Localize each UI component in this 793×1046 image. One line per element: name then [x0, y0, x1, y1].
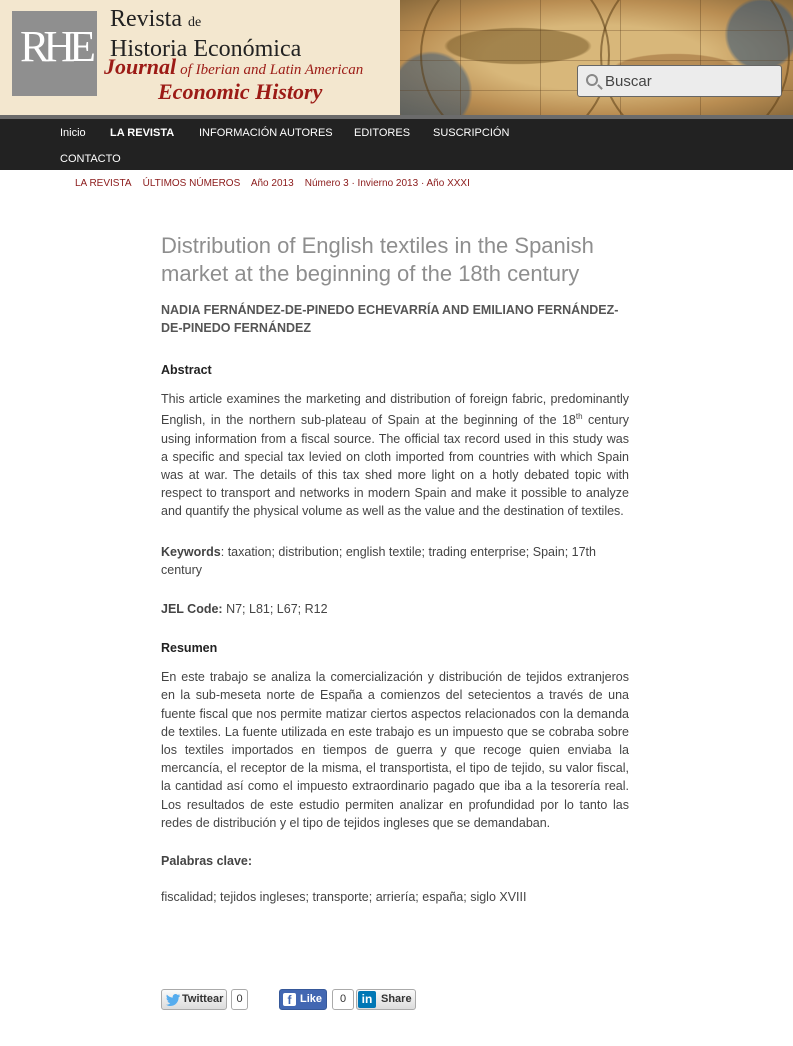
breadcrumb [75, 178, 470, 189]
facebook-like-button[interactable] [279, 989, 327, 1010]
search-input[interactable] [605, 70, 775, 92]
search-icon [586, 74, 598, 86]
title-es-word-revista: Revista [110, 6, 182, 32]
keywords-value: : taxation; distribution; english textile; trading enterprise; Spain; 17th century [161, 544, 596, 577]
title-es-line2: Historia Económica [110, 36, 302, 62]
twitter-tweet-button[interactable] [161, 989, 227, 1010]
title-en-journal: Journal [104, 54, 177, 79]
facebook-icon: f [283, 993, 296, 1006]
world-map-background [400, 0, 793, 115]
linkedin-share-button[interactable] [356, 989, 416, 1010]
abstract-superscript: th [575, 412, 583, 422]
palabras-clave-heading: Palabras clave: [161, 854, 253, 869]
linkedin-icon: in [358, 991, 376, 1008]
linkedin-button-label: Share [381, 993, 412, 1005]
site-header [0, 0, 793, 115]
nav-item-contacto[interactable]: CONTACTO [60, 153, 121, 165]
search-box[interactable] [577, 65, 782, 97]
breadcrumb-current-issue: Número 3 · Invierno 2013 · Año XXXI [304, 178, 470, 189]
abstract-heading: Abstract [161, 363, 212, 377]
social-share-bar [161, 989, 421, 1012]
nav-item-suscripcion[interactable]: SUSCRIPCIÓN [433, 127, 510, 139]
journal-title-english[interactable] [104, 56, 363, 103]
breadcrumb-year[interactable]: Año 2013 [250, 178, 294, 189]
jel-code [161, 600, 629, 618]
nav-item-informacion-autores[interactable]: INFORMACIÓN AUTORES [199, 127, 333, 139]
keywords [161, 543, 629, 579]
resumen-text: En este trabajo se analiza la comercialización y distribución de tejidos extranjeros en la sub-meseta norte de España a comienzos del setecientos a través de una fuente fiscal que nos permite matizar ciertos aspectos relacionados con la demanda de textiles. La fuente utilizada en este trabajo es un impuesto que se cobraba sobre los textiles importados en tiempos de guerra y que recoge quien enviaba la mercancía, el receptor de la misma, el transportista, el tipo de tejido, su valor fiscal, la cantidad así como el impuesto extraordinario pagado que iba a la tesorería real. Los resultados de este estudio permiten analizar en profundidad por lo tanto las redes de distribución y el tipo de tejidos ingleses que se demandaban. [161, 670, 629, 830]
facebook-button-label: Like [300, 993, 323, 1005]
jel-value: N7; L81; L67; R12 [222, 601, 328, 616]
article-content [161, 232, 629, 906]
palabras-clave-value: fiscalidad; tejidos ingleses; transporte; arriería; españa; siglo XVIII [161, 890, 527, 905]
abstract-text [161, 390, 629, 521]
abstract-text-part1: This article examines the marketing and distribution of foreign fabric, predominantly English, in the northern sub-plateau of Spain at the beginning of the 18 [161, 392, 629, 428]
nav-item-la-revista[interactable]: LA REVISTA [110, 127, 175, 139]
jel-label: JEL Code: [161, 601, 223, 616]
twitter-share-count: 0 [231, 989, 248, 1010]
journal-logo[interactable] [12, 11, 97, 96]
nav-item-inicio[interactable]: Inicio [60, 127, 86, 139]
title-en-of: of Iberian and Latin American [180, 62, 364, 78]
twitter-bird-icon [166, 994, 180, 1006]
article-title: Distribution of English textiles in the Spanish market at the beginning of the 18th century [161, 233, 594, 286]
twitter-button-label: Twittear [182, 993, 224, 1005]
article-authors: NADIA FERNÁNDEZ-DE-PINEDO ECHEVARRÍA AND EMILIANO FERNÁNDEZ-DE-PINEDO FERNÁNDEZ [161, 303, 619, 335]
nav-item-editores[interactable]: EDITORES [354, 127, 411, 139]
main-navigation [0, 115, 793, 170]
abstract-text-part2: century using information from a fiscal source. The official tax record used in this study was a specific and special tax levied on cloth imported from countries with which Spain was at war. The details of this tax shed more light on a hotly debated topic with respect to transport and networks in modern Spain and make it possible to analyze and quantify the physical volume as well as the value and the destination of textiles. [161, 413, 629, 519]
keywords-label: Keywords [161, 544, 221, 559]
breadcrumb-la-revista[interactable]: LA REVISTA [75, 178, 132, 189]
breadcrumb-ultimos-numeros[interactable]: ÚLTIMOS NÚMEROS [142, 178, 241, 189]
facebook-like-count: 0 [332, 989, 354, 1010]
title-en-line2: Economic History [158, 79, 323, 104]
logo-monogram: RHE [20, 22, 90, 71]
resumen-heading: Resumen [161, 641, 218, 656]
title-es-word-de: de [188, 15, 202, 30]
